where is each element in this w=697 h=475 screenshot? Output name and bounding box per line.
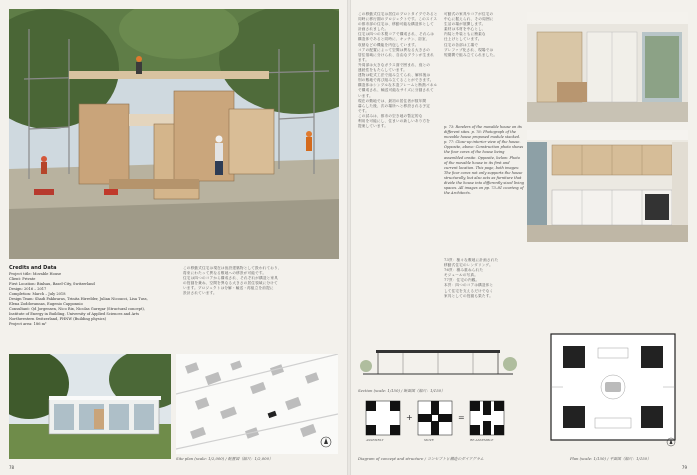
credit-line: Institute of Energy in Building, University of Applied Sciences and Arts bbox=[9, 312, 140, 316]
credit-line: Project title: Movable House bbox=[9, 272, 62, 276]
diagram-label-3: RE-ASSEMBLE bbox=[470, 438, 494, 442]
credits-block bbox=[9, 272, 179, 327]
credit-line: Client: Private bbox=[9, 277, 36, 281]
concept-diagram bbox=[358, 396, 518, 451]
right-text-column-1: この移動式住宅は居住のプロトタイプであると 同時に移行期のプロジェクトです。このスイス の都市部の住宅は、移動可能な構造体として 計画されました。 住宅は四つの木製コアで構成され、それらは 構造体であると同時に、キッチン、浴室、 収納などの機能を内包しています。 コアの配置によって空間は異なる大きさの 居住領域に分けられ、自由なプランが生まれ ます。 外周部は大きなガラス面で囲まれ、庭との 連続性をもたらしています。 建物は乾式工法で組み立てられ、解体後は 別の敷地で再び組み立てることができます。 構造体はシンプルな木造フレームと断熱パネル で構成され、輸送可能なサイズに分割されて います。 現在の敷地では、最初の居住者が数年間 暮らした後、次の場所へと移設される予定 です。 この試みは、都市の空き地の暫定的な 利用を可能にし、住まいの新しいあり方を 提案しています。 bbox=[358, 12, 438, 129]
english-caption: p. 73: Renders of the movable house on its different sites. p. 76: Photograph of the movable house proposed module stacked. p. 77: Close-up interior view of the house. Opposite, above: Construction photo shows the four cores of the house being assembled onsite. Opposite, below: Photo of the movable house in its first and current location. This page, both images: The four cores not only supports the house structurally, but also acts as furniture that divide the house into differently sized living spaces. All images on pp. 73–81 courtesy of the Architects. bbox=[444, 125, 524, 196]
page-gutter bbox=[347, 0, 351, 475]
credit-line: First Location: Binlsau, Basel-City, Switzerland bbox=[9, 282, 95, 286]
exterior-photo bbox=[9, 354, 171, 459]
credits-heading: Credits and Data bbox=[9, 265, 57, 271]
construction-photo bbox=[9, 9, 339, 259]
right-text-column-3: 73頁：様々な敷地に計画された 移動式住宅のレンダリング。 76頁：積み重ねられた モジュールの写真。 77頁：住宅の内観。 本頁：四つのコアは構造体と して住宅を支えるだけでなく 家具としての役割も果たす。 bbox=[444, 258, 499, 298]
site-plan bbox=[176, 354, 338, 454]
site-plan-caption: Site plan (scale: 1/2,000) / 配置図（縮尺：1/2,000） bbox=[176, 456, 273, 461]
interior-photo-top bbox=[527, 12, 688, 122]
credit-line: Consultant: Qd Jorgensen, Nico Rix, Nicolas Gurrgar (Structural concept), bbox=[9, 307, 145, 311]
credit-line: Design Team: Shadi Fakhraras, Trinita Hirrelder, Julian Nicoucci, Lisa Tuss, bbox=[9, 297, 148, 301]
diagram-step-2 bbox=[418, 401, 452, 435]
interior-photo-kitchen bbox=[527, 130, 688, 242]
section-drawing bbox=[358, 340, 518, 385]
svg-text:=: = bbox=[458, 413, 465, 422]
diagram-label-1: ASSEMBLY bbox=[366, 438, 384, 442]
right-text-column-2: 可動式の家具やコアが住宅の 中心に据えられ、その周囲に 生活の場が展開します。 素材は木材を中心とし、 内装と外装ともに簡素な 仕上げとしています。 住宅の各部は工場で プレファブ化され、現場では 短期間で組み立てられました。 bbox=[444, 12, 498, 57]
floor-plan bbox=[543, 326, 683, 448]
diagram-step-3 bbox=[470, 401, 504, 435]
plan-caption: Plan (scale: 1/150) / 平面図（縮尺：1/150） bbox=[570, 456, 651, 461]
diagram-step-1 bbox=[366, 401, 400, 435]
left-text-column: この移動式住宅は現在は仮設建築物として扱われており、 将来にわたって異なる敷地への移設が可能です。 住宅は四つのコアから構成され、それぞれが構造と家具 の役割を兼ね、空間を異なる大きさの居住領域に分けて います。プロジェクトは分解・輸送・再組立を前提に 設計されています。 bbox=[183, 266, 282, 296]
credit-line: Completion: March – July 2018 bbox=[9, 292, 66, 296]
page-number-right: 79 bbox=[681, 465, 687, 470]
page-number-left: 78 bbox=[9, 465, 15, 470]
svg-text:+: + bbox=[406, 413, 413, 422]
credit-line: Northwestern Switzerland, FHNW (Building physics) bbox=[9, 317, 107, 321]
credit-line: Elena Zoddovannas, Eugenio Capponnio bbox=[9, 302, 83, 306]
credit-line: Project area: 186 m² bbox=[9, 322, 47, 326]
diagram-label-2: MOVE bbox=[424, 438, 434, 442]
section-caption: Section (scale: 1/150) / 断面図（縮尺：1/150） bbox=[358, 388, 445, 393]
credit-line: Design: 2016 – 2017 bbox=[9, 287, 47, 291]
diagram-caption: Diagram of concept and structure / コンセプトと構造のダイアグラム bbox=[358, 456, 484, 461]
